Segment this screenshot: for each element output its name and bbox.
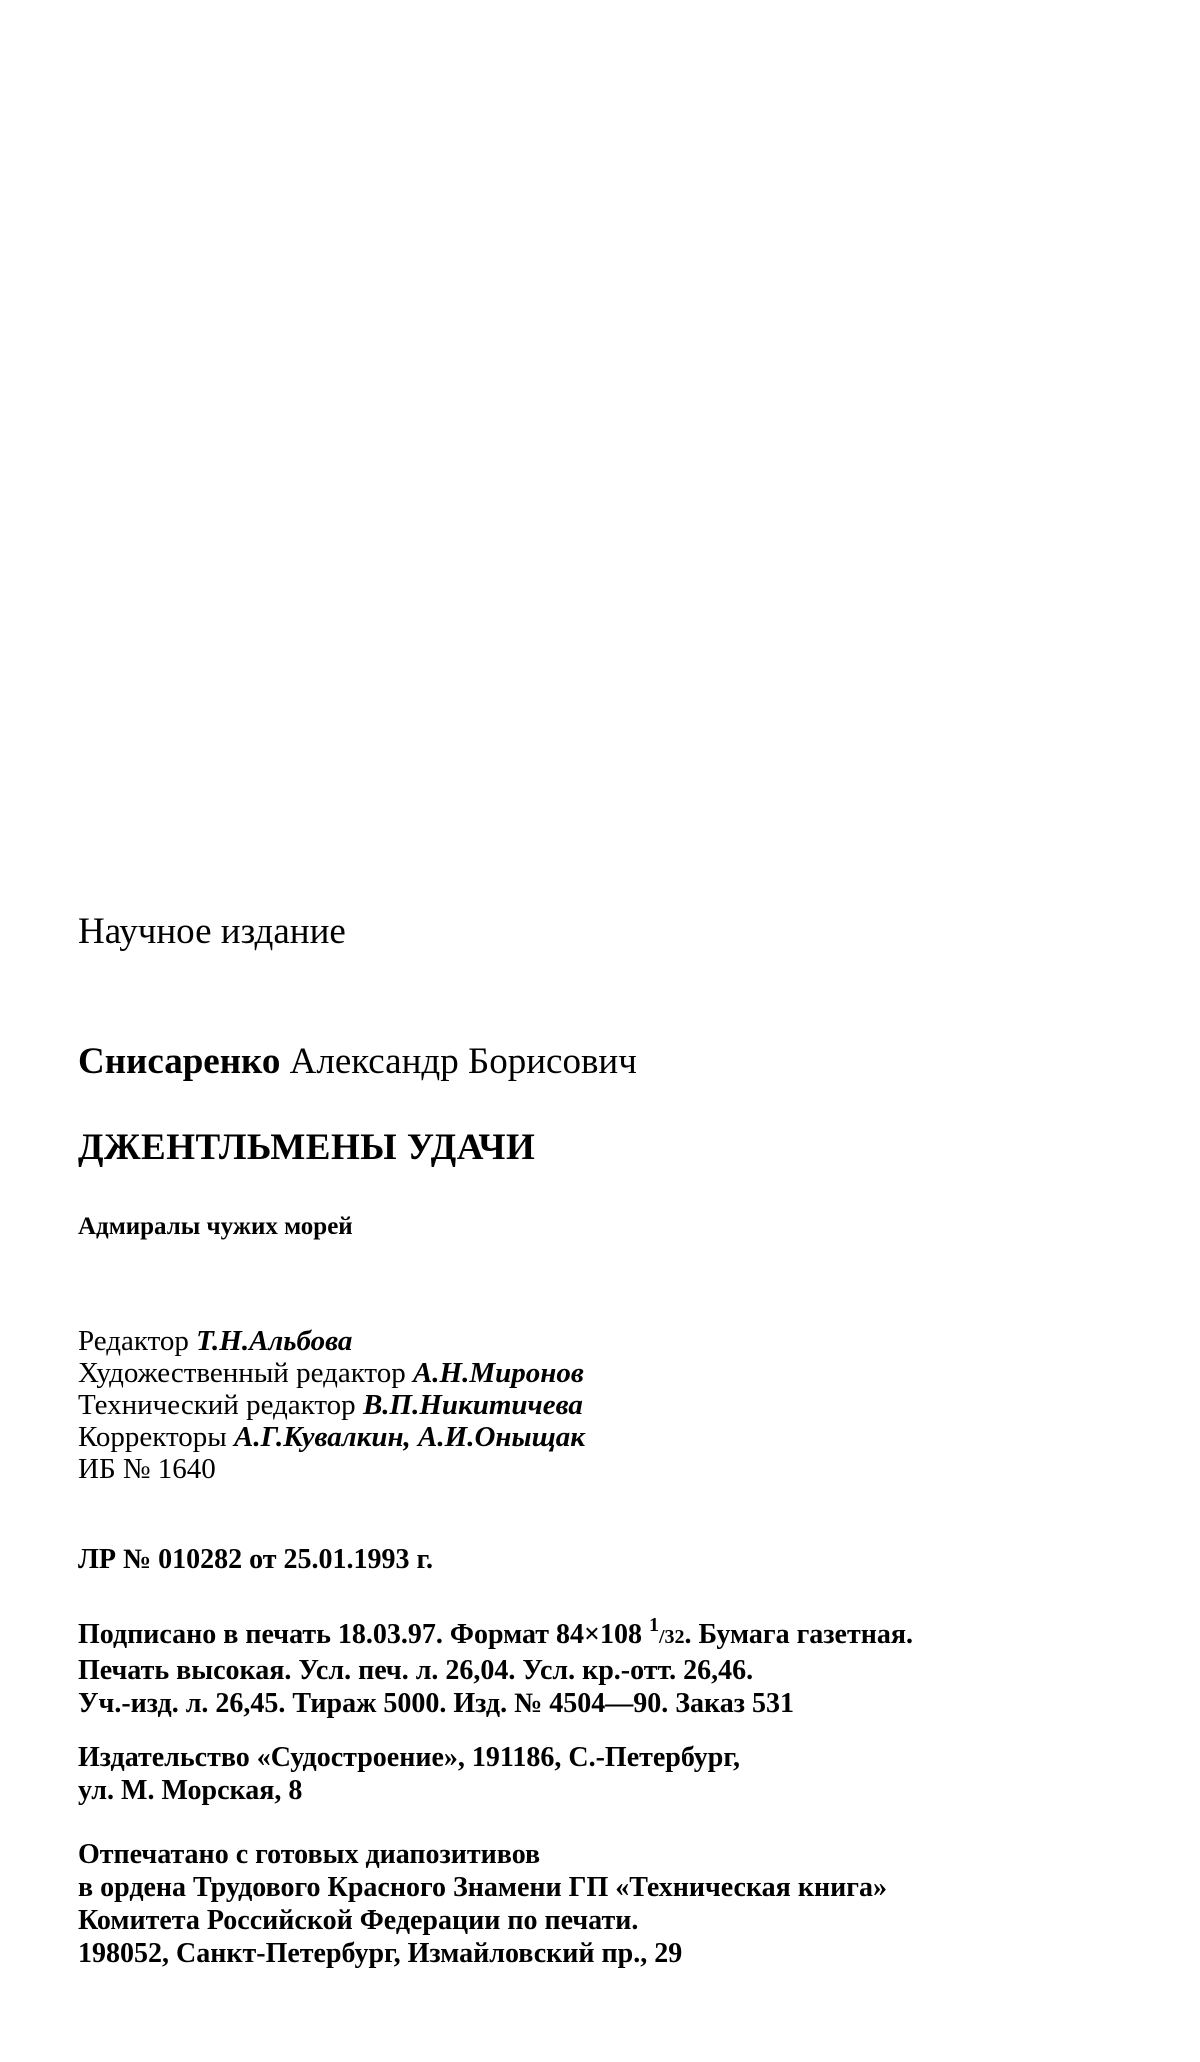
credit-name: А.Н.Миронов [412, 1357, 584, 1389]
credits-block [78, 1325, 585, 1485]
publisher-block [78, 1741, 740, 1807]
format-fraction-numerator: 1 [648, 1614, 659, 1636]
credit-name: Т.Н.Альбова [196, 1325, 353, 1357]
book-title: ДЖЕНТЛЬМЕНЫ УДАЧИ [78, 1127, 536, 1168]
print-info-line-1 [78, 1609, 913, 1654]
print-info-block [78, 1609, 913, 1720]
credit-role: ИБ № 1640 [78, 1453, 216, 1485]
credit-editor [78, 1325, 585, 1357]
printer-line-1: Отпечатано с готовых диапозитивов [78, 1839, 541, 1870]
print-info-line-2: Печать высокая. Усл. печ. л. 26,04. Усл. кр.-отт. 26,46. [78, 1655, 754, 1686]
credit-tech-editor [78, 1389, 585, 1421]
credit-name: В.П.Никитичева [362, 1389, 583, 1421]
lr-number: ЛР № 010282 от 25.01.1993 г. [78, 1544, 434, 1575]
author-surname: Снисаренко [78, 1041, 281, 1082]
author-line [78, 1040, 637, 1083]
credit-proofreaders [78, 1421, 585, 1453]
print-info-text: . Бумага газетная. [684, 1619, 914, 1650]
imprint-page [78, 0, 1178, 2062]
publisher-line-2: ул. М. Морская, 8 [78, 1775, 303, 1806]
credit-role: Художественный редактор [78, 1357, 406, 1389]
author-given-names: Александр Борисович [289, 1041, 637, 1082]
printer-line-2: в ордена Трудового Красного Знамени ГП «Техническая книга» [78, 1872, 887, 1903]
book-subtitle: Адмиралы чужих морей [78, 1213, 353, 1240]
printer-line-4: 198052, Санкт-Петербург, Измайловский пр., 29 [78, 1938, 683, 1969]
credit-role: Редактор [78, 1325, 189, 1357]
print-info-line-3: Уч.-изд. л. 26,45. Тираж 5000. Изд. № 4504—90. Заказ 531 [78, 1688, 794, 1719]
credit-name: А.Г.Кувалкин, А.И.Оныщак [234, 1421, 585, 1453]
credit-role: Технический редактор [78, 1389, 356, 1421]
credit-art-editor [78, 1357, 585, 1389]
printer-line-3: Комитета Российской Федерации по печати. [78, 1905, 639, 1936]
edition-type: Научное издание [78, 911, 346, 952]
printer-block [78, 1838, 887, 1970]
print-info-text: Подписано в печать 18.03.97. Формат 84×108 [78, 1619, 649, 1650]
credit-role: Корректоры [78, 1421, 227, 1453]
credit-ib-number [78, 1453, 585, 1485]
publisher-line-1: Издательство «Судостроение», 191186, С.-Петербург, [78, 1742, 740, 1773]
format-fraction-denominator: /32 [658, 1626, 685, 1648]
